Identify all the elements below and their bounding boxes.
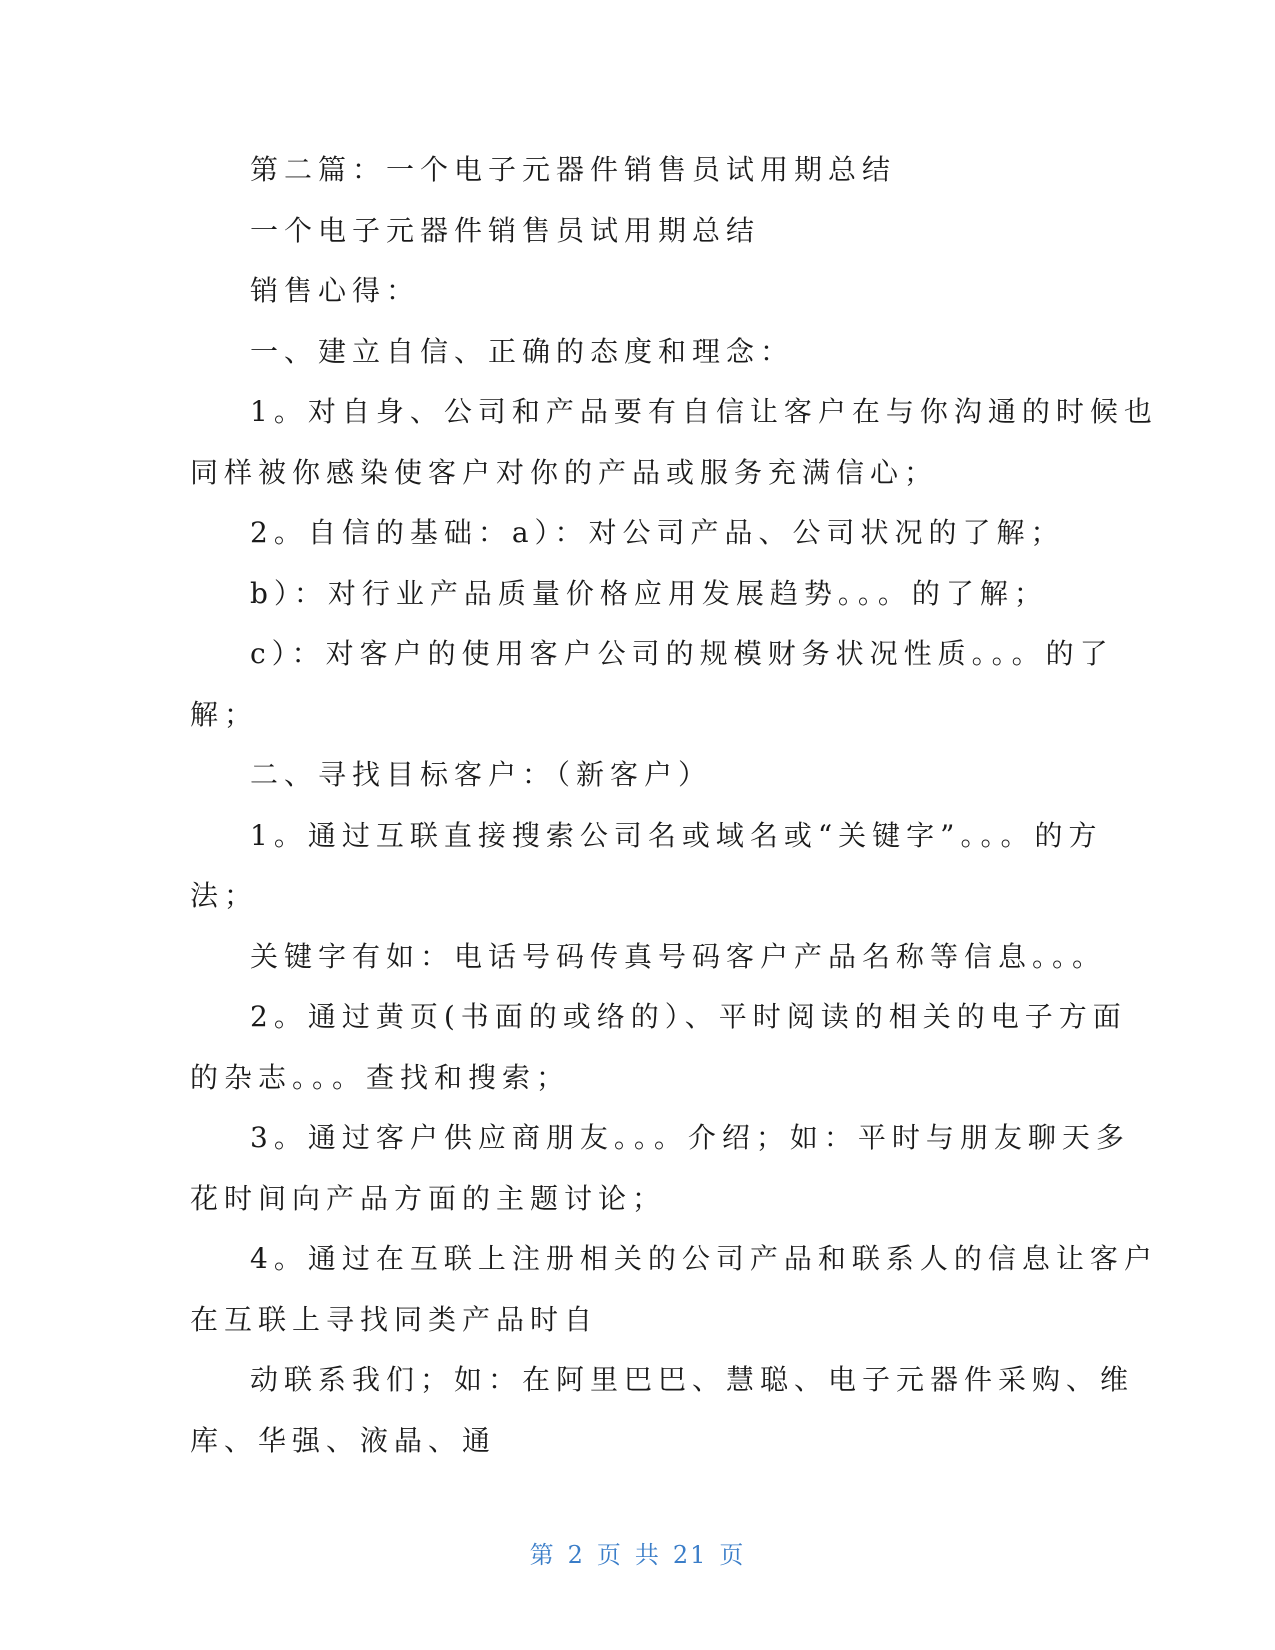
text-line: 一、建立自信、正确的态度和理念： xyxy=(250,334,795,368)
text-line: 1。通过互联直接搜索公司名或域名或“关键字”。。。的方 xyxy=(250,818,1103,852)
text-line: 销售心得： xyxy=(250,274,421,307)
text-line: 关键字有如：电话号码传真号码客户产品名称等信息。。。 xyxy=(250,939,1107,973)
footer-page-label: 页 xyxy=(596,1541,623,1569)
text-line: 库、华强、液晶、通 xyxy=(190,1423,497,1457)
footer-page-number: 2 xyxy=(567,1541,585,1569)
text-line: 一个电子元器件销售员试用期总结 xyxy=(250,213,761,247)
footer-prefix: 第 xyxy=(529,1541,556,1569)
text-line: 法； xyxy=(190,879,259,912)
footer-total-label: 共 xyxy=(634,1541,661,1569)
text-line: 花时间向产品方面的主题讨论； xyxy=(190,1181,667,1215)
text-line: 在互联上寻找同类产品时自 xyxy=(190,1302,599,1336)
page-footer xyxy=(0,1535,1275,1570)
text-line: 同样被你感染使客户对你的产品或服务充满信心； xyxy=(190,455,939,489)
text-line: 2。自信的基础：a）：对公司产品、公司状况的了解； xyxy=(250,516,1065,549)
text-line: 第二篇：一个电子元器件销售员试用期总结 xyxy=(250,153,897,186)
footer-suffix: 页 xyxy=(719,1541,746,1569)
text-line: 4。通过在互联上注册相关的公司产品和联系人的信息让客户 xyxy=(250,1242,1158,1275)
text-line: 的杂志。。。查找和搜索； xyxy=(190,1060,571,1094)
text-line: 3。通过客户供应商朋友。。。介绍；如：平时与朋友聊天多 xyxy=(250,1121,1130,1154)
text-line: 动联系我们；如：在阿里巴巴、慧聪、电子元器件采购、维 xyxy=(250,1363,1135,1396)
text-line: b）：对行业产品质量价格应用发展趋势。。。的了解； xyxy=(250,576,1048,610)
text-line: c）：对客户的使用客户公司的规模财务状况性质。。。的了 xyxy=(250,637,1114,670)
text-line: 二、寻找目标客户：（新客户） xyxy=(250,758,713,791)
text-line: 1。对自身、公司和产品要有自信让客户在与你沟通的时候也 xyxy=(250,395,1158,428)
text-line: 解； xyxy=(190,697,259,731)
document-body xyxy=(190,140,1158,1471)
text-line: 2。通过黄页(书面的或络的）、平时阅读的相关的电子方面 xyxy=(250,1000,1127,1033)
footer-total-pages: 21 xyxy=(672,1541,708,1569)
